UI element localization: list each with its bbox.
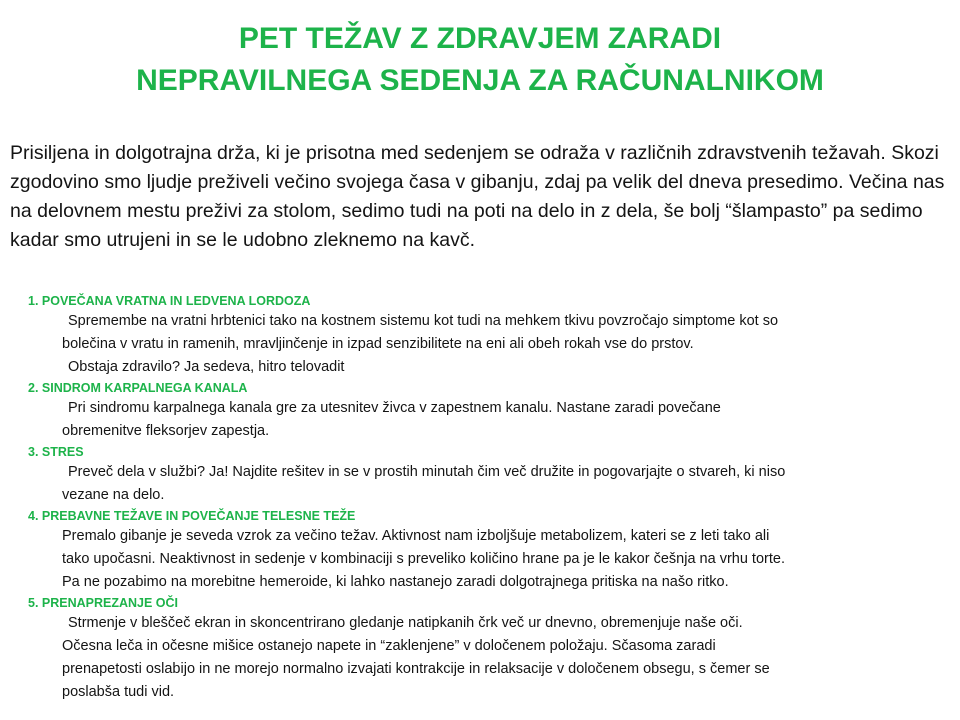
section-line: Očesna leča in očesne mišice ostanejo napete in “zaklenjene” v določenem položaju. Sčasoma zaradi — [62, 638, 716, 654]
section-line: Spremembe na vratni hrbtenici tako na kostnem sistemu kot tudi na mehkem tkivu povzročajo simptome kot so — [68, 313, 779, 329]
section-2 — [28, 379, 938, 443]
section-line: vezane na delo. — [62, 487, 165, 503]
section-line: Preveč dela v službi? Ja! Najdite rešitev in se v prostih minutah čim več družite in pogovarjajte o stvareh, ki niso — [68, 464, 786, 480]
section-5 — [28, 594, 938, 704]
section-line: obremenitve fleksorjev zapestja. — [62, 423, 270, 439]
section-line: Premalo gibanje je seveda vzrok za večino težav. Aktivnost nam izboljšuje metabolizem, kateri se z leti tako ali — [62, 528, 770, 544]
sections-list — [28, 292, 938, 704]
section-3 — [28, 443, 938, 507]
section-line: Pa ne pozabimo na morebitne hemeroide, ki lahko nastanejo zaradi dolgotrajnega pritiska na našo ritko. — [62, 574, 729, 590]
section-4 — [28, 507, 938, 594]
section-1 — [28, 292, 938, 379]
section-line: Obstaja zdravilo? Ja sedeva, hitro telovadit — [68, 359, 345, 375]
section-line: prenapetosti oslabijo in ne morejo normalno izvajati kontrakcije in relaksacije v določenem obsegu, s čemer se — [62, 661, 770, 677]
slide-title — [0, 18, 960, 102]
section-heading: 2. SINDROM KARPALNEGA KANALA — [28, 381, 248, 395]
intro-paragraph: Prisiljena in dolgotrajna drža, ki je prisotna med sedenjem se odraža v različnih zdravstvenih težavah. Skozi zgodovino smo ljudje preživeli večino svojega časa v gibanju, zdaj pa velik del dneva presedimo. Večina nas na delovnem mestu preživi za stolom, sedimo tudi na poti na delo in z dela, še bolj “šlampasto” pa sedimo kadar smo utrujeni in se le udobno zleknemo na kavč. — [10, 142, 945, 251]
section-heading: 4. PREBAVNE TEŽAVE IN POVEČANJE TELESNE TEŽE — [28, 509, 356, 523]
section-line: Pri sindromu karpalnega kanala gre za utesnitev živca v zapestnem kanalu. Nastane zaradi povečane — [68, 400, 721, 416]
section-heading: 3. STRES — [28, 445, 84, 459]
title-line-1: PET TEŽAV Z ZDRAVJEM ZARADI — [238, 22, 722, 55]
title-line-2: NEPRAVILNEGA SEDENJA ZA RAČUNALNIKOM — [136, 64, 824, 97]
section-line: poslabša tudi vid. — [62, 684, 175, 700]
section-heading: 5. PRENAPREZANJE OČI — [28, 596, 179, 610]
section-line: Strmenje v bleščeč ekran in skoncentrirano gledanje natipkanih črk več ur dnevno, obremenjuje naše oči. — [68, 615, 743, 631]
section-heading: 1. POVEČANA VRATNA IN LEDVENA LORDOZA — [28, 294, 311, 308]
section-line: tako upočasni. Neaktivnost in sedenje v kombinaciji s preveliko količino hrane pa je le kakor češnja na vrhu torte. — [62, 551, 785, 567]
section-line: bolečina v vratu in ramenih, mravljinčenje in izpad senzibilitete na eni ali obeh rokah vse do prstov. — [62, 336, 694, 352]
